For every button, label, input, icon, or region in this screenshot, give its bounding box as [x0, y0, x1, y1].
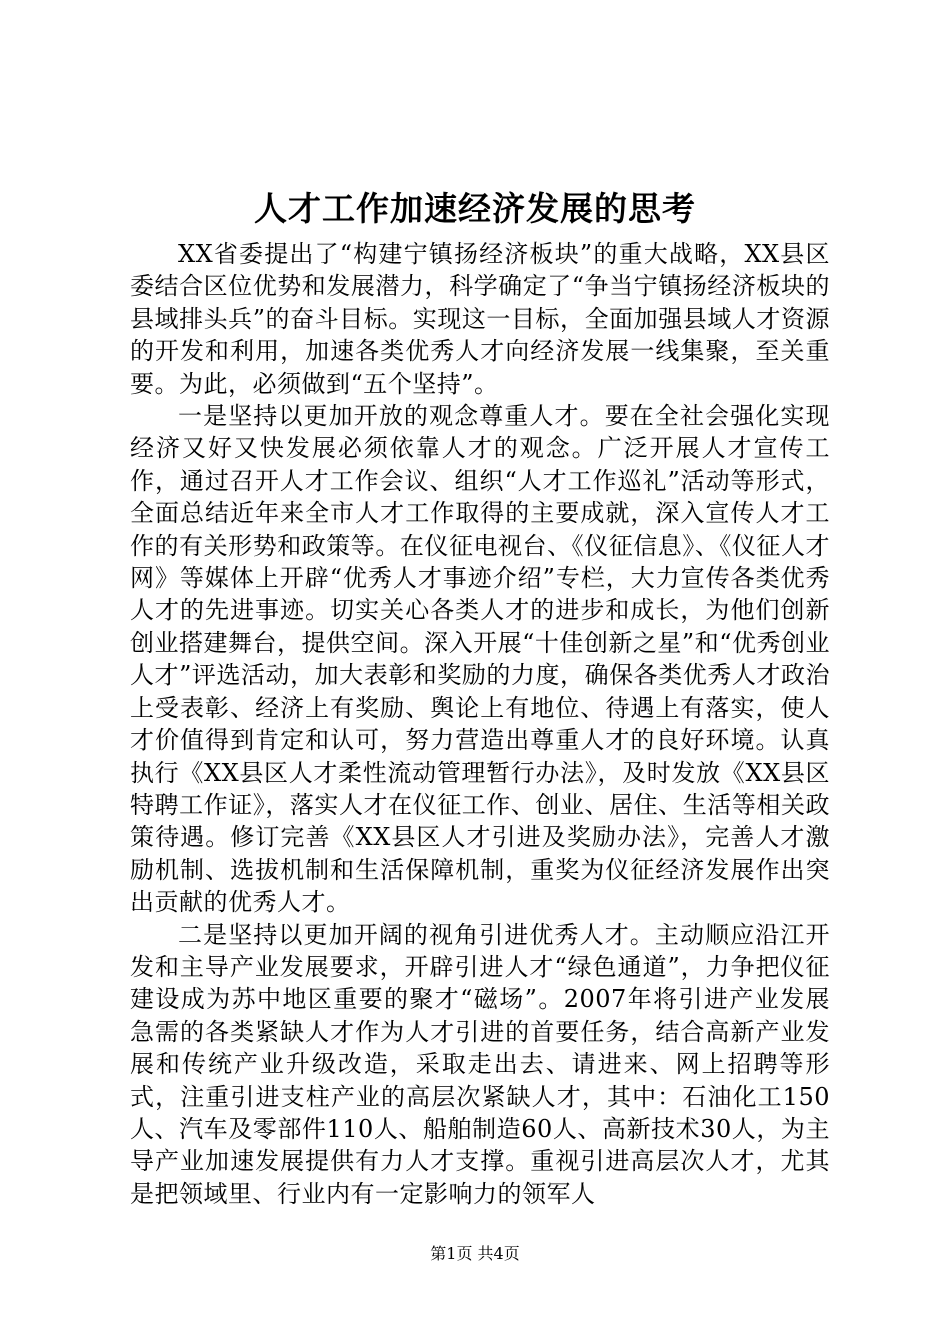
- document-title: 人才工作加速经济发展的思考: [254, 189, 696, 228]
- paragraph-intro: XX省委提出了“构建宁镇扬经济板块”的重大战略，XX县区委结合区位优势和发展潜力，科学确定了“争当宁镇扬经济板块的县域排头兵”的奋斗目标。实现这一目标，全面加强县域人才资源的开发和利用，加速各类优秀人才向经济发展一线集聚，至关重要。为此，必须做到“五个坚持”。: [130, 240, 830, 398]
- paragraph-point-one: 一是坚持以更加开放的观念尊重人才。要在全社会强化实现经济又好又快发展必须依靠人才的观念。广泛开展人才宣传工作，通过召开人才工作会议、组织“人才工作巡礼”活动等形式，全面总结近年来全市人才工作取得的主要成就，深入宣传人才工作的有关形势和政策等。在仪征电视台、《仪征信息》、《仪征人才网》等媒体上开辟“优秀人才事迹介绍”专栏，大力宣传各类优秀人才的先进事迹。切实关心各类人才的进步和成长，为他们创新创业搭建舞台，提供空间。深入开展“十佳创新之星”和“优秀创业人才”评选活动，加大表彰和奖励的力度，确保各类优秀人才政治上受表彰、经济上有奖励、舆论上有地位、待遇上有落实，使人才价值得到肯定和认可，努力营造出尊重人才的良好环境。认真执行《XX县区人才柔性流动管理暂行办法》，及时发放《XX县区特聘工作证》，落实人才在仪征工作、创业、居住、生活等相关政策待遇。修订完善《XX县区人才引进及奖励办法》，完善人才激励机制、选拔机制和生活保障机制，重奖为仪征经济发展作出突出贡献的优秀人才。: [130, 402, 830, 917]
- document-body: [130, 238, 830, 1210]
- paragraph-point-two: 二是坚持以更加开阔的视角引进优秀人才。主动顺应沿江开发和主导产业发展要求，开辟引进人才“绿色通道”，力争把仪征建设成为苏中地区重要的聚才“磁场”。2007年将引进产业发展急需的各类紧缺人才作为人才引进的首要任务，结合高新产业发展和传统产业升级改造，采取走出去、请进来、网上招聘等形式，注重引进支柱产业的高层次紧缺人才，其中：石油化工150人、汽车及零部件110人、船舶制造60人、高新技术30人，为主导产业加速发展提供有力人才支撑。重视引进高层次人才，尤其是把领域里、行业内有一定影响力的领军人: [130, 920, 830, 1208]
- page-number-footer: 第1页 共4页: [430, 1244, 520, 1263]
